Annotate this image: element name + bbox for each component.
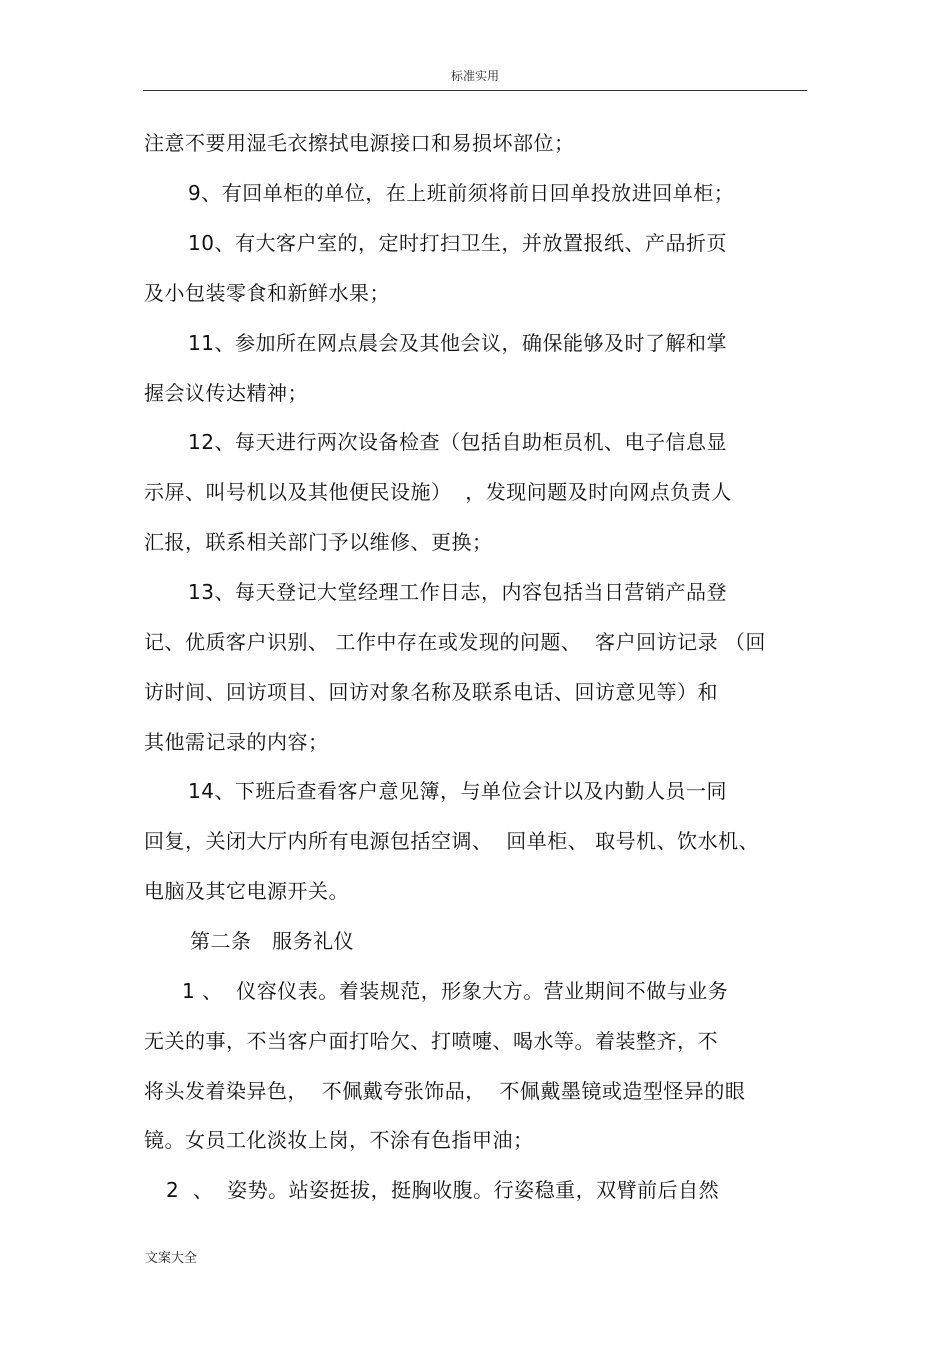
- text-line: 电脑及其它电源开关。: [144, 879, 349, 903]
- page-footer: 文案大全: [145, 1251, 198, 1266]
- header-divider: [143, 90, 807, 91]
- text-line: 及小包装零食和新鲜水果；: [144, 281, 390, 305]
- text-line: 1 、 仪容仪表。着装规范，形象大方。营业期间不做与业务: [182, 979, 729, 1003]
- text-line: 10、有大客户室的，定时打扫卫生，并放置报纸、产品折页: [188, 231, 727, 255]
- text-line: 访时间、回访项目、回访对象名称及联系电话、回访意见等）和: [144, 680, 718, 704]
- text-line: 12、每天进行两次设备检查（包括自助柜员机、电子信息显: [188, 430, 727, 454]
- text-line: 无关的事，不当客户面打哈欠、打喷嚏、喝水等。着装整齐，不: [144, 1029, 718, 1053]
- page-header: 标准实用: [450, 69, 499, 83]
- text-line: 握会议传达精神；: [144, 381, 308, 405]
- text-line: 将头发着染异色， 不佩戴夸张饰品， 不佩戴墨镜或造型怪异的眼: [144, 1079, 746, 1103]
- text-line: 汇报，联系相关部门予以维修、更换；: [144, 530, 493, 554]
- text-line: 记、优质客户识别、 工作中存在或发现的问题、 客户回访记录 （回: [144, 630, 766, 654]
- text-line: 13、每天登记大堂经理工作日志，内容包括当日营销产品登: [188, 580, 727, 604]
- text-line: 9、有回单柜的单位，在上班前须将前日回单投放进回单柜；: [188, 181, 735, 205]
- text-line: 注意不要用湿毛衣擦拭电源接口和易损坏部位；: [144, 131, 575, 155]
- text-line: 示屏、叫号机以及其他便民设施） ，发现问题及时向网点负责人: [144, 480, 732, 504]
- text-line: 镜。女员工化淡妆上岗，不涂有色指甲油；: [144, 1128, 534, 1152]
- section-heading: 第二条 服务礼仪: [190, 929, 355, 953]
- text-line: 11、参加所在网点晨会及其他会议，确保能够及时了解和掌: [188, 331, 727, 355]
- text-line: 回复，关闭大厅内所有电源包括空调、 回单柜、 取号机、饮水机、: [144, 829, 760, 853]
- text-line: 2 、 姿势。站姿挺拔，挺胸收腹。行姿稳重，双臂前后自然: [166, 1178, 720, 1202]
- text-line: 14、下班后查看客户意见簿，与单位会计以及内勤人员一同: [188, 779, 727, 803]
- text-line: 其他需记录的内容；: [144, 730, 329, 754]
